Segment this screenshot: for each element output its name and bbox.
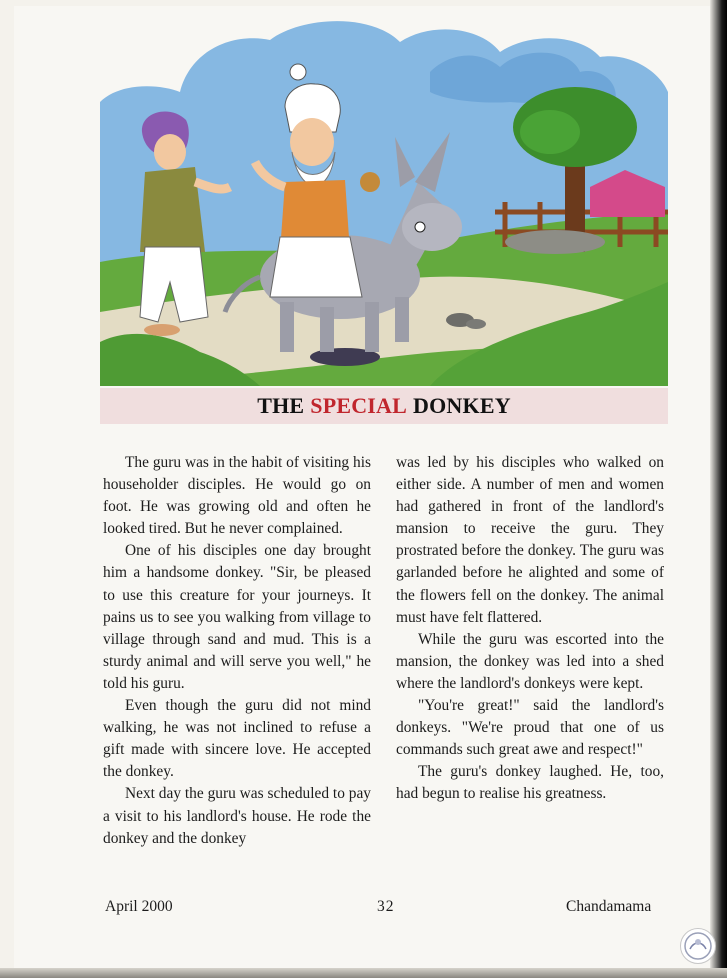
- footer-date: April 2000: [105, 898, 173, 915]
- paragraph: The guru's donkey laughed. He, too, had begun to realise his greatness.: [396, 763, 664, 803]
- story-column-left: [103, 452, 371, 850]
- story-column-right: [396, 452, 664, 806]
- title-word-donkey: DONKEY: [413, 393, 511, 418]
- footer-magazine-name: Chandamama: [566, 898, 652, 915]
- story-illustration: [100, 12, 668, 386]
- paragraph: Even though the guru did not mind walking, he was not inclined to refuse a gift made with sincere love. He accepted the donkey.: [103, 697, 371, 781]
- paragraph: Next day the guru was scheduled to pay a visit to his landlord's house. He rode the donkey and the donkey: [103, 785, 371, 847]
- library-stamp-icon: [680, 928, 716, 964]
- paragraph: was led by his disciples who walked on either side. A number of men and women had gathered in front of the landlord's mansion to receive the guru. They prostrated before the donkey. The guru was garlanded before he alighted and some of the flowers fell on the donkey. The animal must have felt flattered.: [396, 454, 664, 626]
- title-word-special: SPECIAL: [310, 393, 408, 418]
- paragraph: One of his disciples one day brought him a handsome donkey. "Sir, be pleased to use this creature for your journeys. It pains us to see you walking from village to village through sand and mud. This is a sturdy animal and will serve you well," he told his guru.: [103, 542, 371, 692]
- paragraph: "You're great!" said the landlord's donkeys. "We're proud that one of us commands such great awe and respect!": [396, 697, 664, 759]
- footer-page-number: 32: [377, 898, 395, 915]
- paragraph: The guru was in the habit of visiting his householder disciples. He would go on foot. He was growing old and often he looked tired. But he never complained.: [103, 454, 371, 538]
- page-bottom-edge: [0, 968, 727, 978]
- story-title: [100, 388, 668, 424]
- title-word-the: THE: [257, 393, 305, 418]
- page-edge-shadow: [710, 0, 727, 978]
- paragraph: While the guru was escorted into the mansion, the donkey was led into a shed where the landlord's donkeys were kept.: [396, 630, 664, 692]
